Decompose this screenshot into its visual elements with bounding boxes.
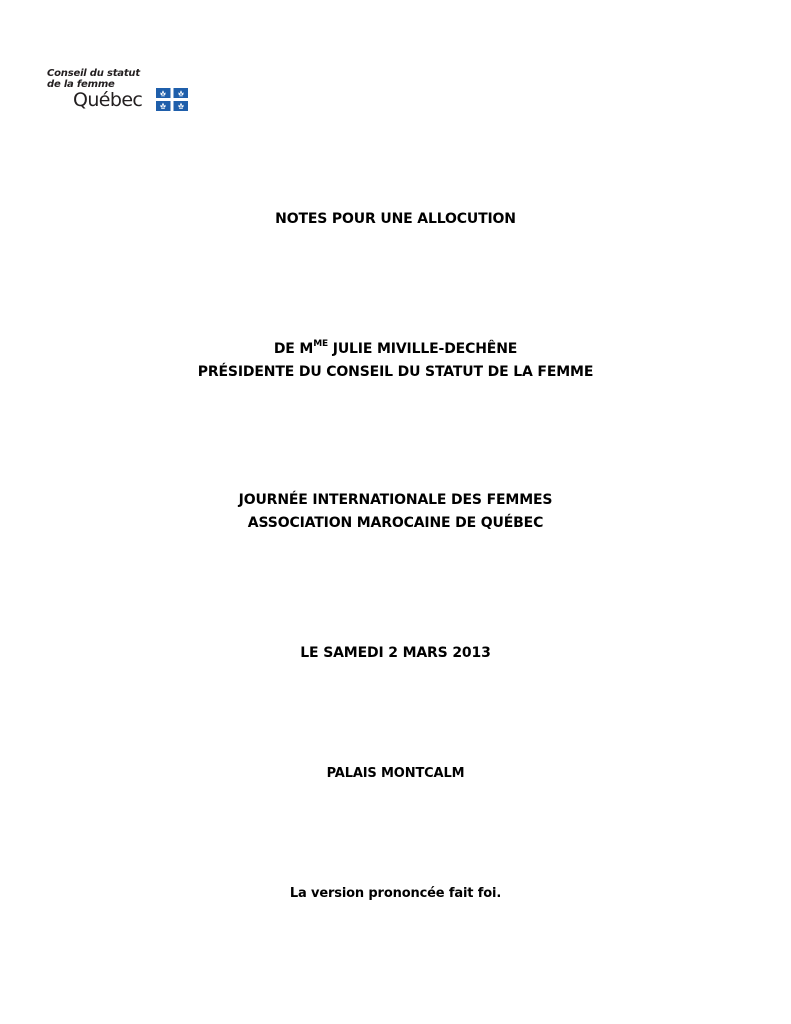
quebec-flag-icon [156, 88, 188, 111]
event-venue: PALAIS MONTCALM [326, 766, 465, 781]
logo-wordmark: Québec [73, 89, 143, 111]
speaker-role: PRÉSIDENTE DU CONSEIL DU STATUT DE LA FEMME [197, 364, 594, 380]
disclaimer: La version prononcée fait foi. [289, 886, 502, 901]
logo-org-line-1: Conseil du statut [47, 68, 140, 79]
document-title: NOTES POUR UNE ALLOCUTION [275, 211, 516, 227]
event-host: ASSOCIATION MAROCAINE DE QUÉBEC [247, 515, 544, 531]
quebec-logo [47, 66, 197, 118]
speaker-prefix: DE M [273, 341, 314, 357]
logo-org-line-2: de la femme [47, 79, 115, 90]
speaker-title-superscript: ME [313, 339, 329, 350]
speaker-line [0, 340, 791, 358]
event-date: LE SAMEDI 2 MARS 2013 [300, 645, 491, 661]
event-name: JOURNÉE INTERNATIONALE DES FEMMES [238, 492, 553, 508]
speaker-name: JULIE MIVILLE-DECHÊNE [328, 341, 518, 357]
